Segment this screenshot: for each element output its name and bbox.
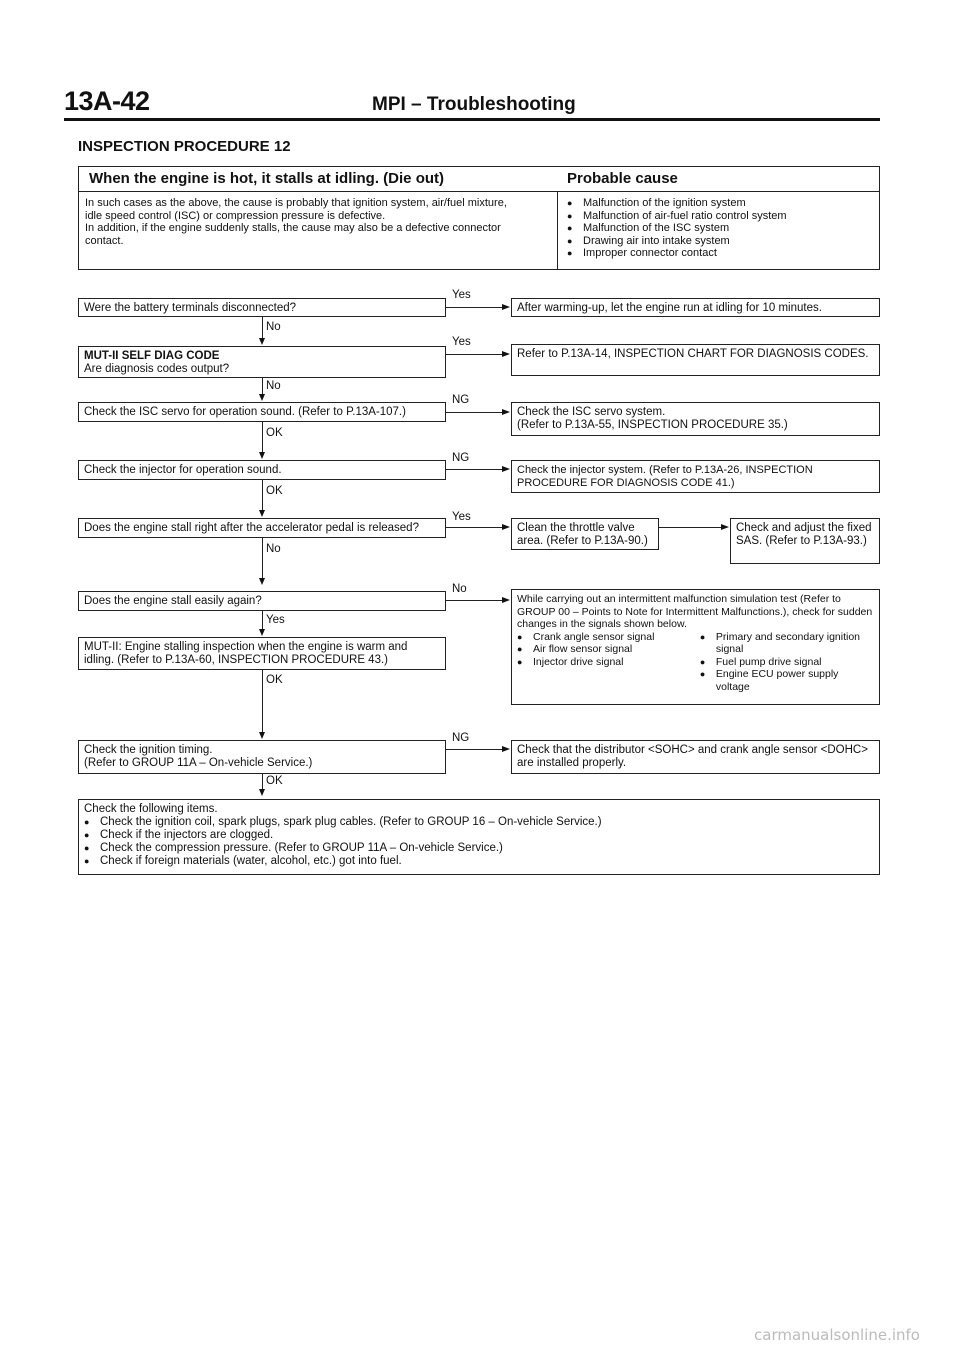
- label-yes: Yes: [452, 511, 471, 523]
- list-item: ● Crank angle sensor signal: [517, 631, 700, 644]
- connector: [659, 527, 721, 528]
- connector: [446, 469, 502, 470]
- list-item: ● Check if foreign materials (water, alcohol, etc.) got into fuel.: [84, 855, 874, 868]
- arrow-right-icon: [502, 524, 510, 530]
- section-title: MPI – Troubleshooting: [372, 94, 576, 115]
- action-intermittent-test: While carrying out an intermittent malfunction simulation test (Refer to GROUP 00 – Points to Note for Intermittent Malfunctions.), check for sudden changes in the signals shown below. ● Crank angle sensor signal ● Air flow sensor signal ● Injector drive signal ● Primary and secondary ignition signal ● Fuel pump drive signal ● Engine ECU power supply voltage: [511, 589, 880, 705]
- connector: [262, 480, 263, 510]
- action-check-distributor: Check that the distributor <SOHC> and crank angle sensor <DOHC> are installed properly.: [511, 740, 880, 774]
- connector: [262, 670, 263, 732]
- arrow-down-icon: [259, 510, 265, 517]
- label-yes: Yes: [452, 289, 471, 301]
- question-battery: Were the battery terminals disconnected?: [78, 298, 446, 317]
- question-mut-stalling: MUT-II: Engine stalling inspection when the engine is warm and idling. (Refer to P.13A-60, INSPECTION PROCEDURE 43.): [78, 637, 446, 670]
- cause-list: [567, 197, 867, 260]
- label-no: No: [266, 380, 281, 392]
- arrow-down-icon: [259, 338, 265, 345]
- list-item: ● Primary and secondary ignition signal: [700, 631, 874, 656]
- question-stall-after-pedal: Does the engine stall right after the accelerator pedal is released?: [78, 518, 446, 538]
- label-ok: OK: [266, 674, 283, 686]
- action-diag-chart: Refer to P.13A-14, INSPECTION CHART FOR DIAGNOSIS CODES.: [511, 344, 880, 376]
- arrow-down-icon: [259, 578, 265, 585]
- connector: [446, 527, 502, 528]
- signal-list-right: [700, 631, 874, 694]
- label-yes: Yes: [266, 614, 285, 626]
- symptom-title: When the engine is hot, it stalls at idling. (Die out): [89, 170, 445, 187]
- connector: [446, 749, 502, 750]
- symptom-header-rule: [79, 191, 879, 192]
- label-ng: NG: [452, 732, 470, 744]
- arrow-down-icon: [259, 629, 265, 636]
- procedure-title: INSPECTION PROCEDURE 12: [78, 138, 291, 155]
- symptom-description: In such cases as the above, the cause is probably that ignition system, air/fuel mixture, idle speed control (ISC) or compression pressure is defective. In addition, if the engine suddenly stalls, the cause may also be a defective connector contact.: [85, 197, 507, 247]
- question-stall-again: Does the engine stall easily again?: [78, 591, 446, 611]
- arrow-right-icon: [502, 466, 510, 472]
- question-ignition-timing: Check the ignition timing. (Refer to GROUP 11A – On-vehicle Service.): [78, 740, 446, 774]
- signal-list-left: [517, 631, 700, 694]
- action-warm-up: After warming-up, let the engine run at idling for 10 minutes.: [511, 298, 880, 317]
- question-diag-codes: MUT-II SELF DIAG CODE Are diagnosis codes output?: [78, 346, 446, 378]
- connector: [446, 354, 502, 355]
- label-ok: OK: [266, 427, 283, 439]
- arrow-right-icon: [502, 304, 510, 310]
- arrow-right-icon: [502, 746, 510, 752]
- connector: [446, 307, 502, 308]
- connector: [262, 538, 263, 578]
- list-item: ● Fuel pump drive signal: [700, 656, 874, 669]
- arrow-down-icon: [259, 732, 265, 739]
- list-item: ● Malfunction of the ISC system: [567, 222, 867, 235]
- action-clean-throttle: Clean the throttle valve area. (Refer to P.13A-90.): [511, 518, 659, 550]
- label-ng: NG: [452, 394, 470, 406]
- list-item: ● Air flow sensor signal: [517, 643, 700, 656]
- action-adjust-sas: Check and adjust the fixed SAS. (Refer to P.13A-93.): [730, 518, 880, 564]
- final-check-items: Check the following items. ● Check the ignition coil, spark plugs, spark plug cables. (Refer to GROUP 16 – On-vehicle Service.) ● Check if the injectors are clogged. ● Check the compression pressure. (Refer to GROUP 11A – On-vehicle Service.) ● Check if foreign materials (water, alcohol, etc.) got into fuel.: [78, 799, 880, 875]
- watermark: carmanualsonline.info: [754, 1326, 920, 1344]
- list-item: ● Improper connector contact: [567, 247, 867, 260]
- label-yes: Yes: [452, 336, 471, 348]
- arrow-right-icon: [502, 409, 510, 415]
- action-isc-system: Check the ISC servo system. (Refer to P.13A-55, INSPECTION PROCEDURE 35.): [511, 402, 880, 436]
- arrow-right-icon: [502, 597, 510, 603]
- label-ok: OK: [266, 775, 283, 787]
- list-item: ● Check the compression pressure. (Refer to GROUP 11A – On-vehicle Service.): [84, 842, 874, 855]
- connector: [262, 774, 263, 790]
- question-isc-servo: Check the ISC servo for operation sound. (Refer to P.13A-107.): [78, 402, 446, 422]
- list-item: ● Engine ECU power supply voltage: [700, 668, 874, 693]
- arrow-right-icon: [502, 351, 510, 357]
- label-no: No: [266, 543, 281, 555]
- action-injector-system: Check the injector system. (Refer to P.13A-26, INSPECTION PROCEDURE FOR DIAGNOSIS CODE 41.): [511, 460, 880, 493]
- arrow-down-icon: [259, 789, 265, 796]
- symptom-table: [78, 166, 880, 270]
- cause-title: Probable cause: [567, 170, 678, 187]
- list-item: ● Drawing air into intake system: [567, 235, 867, 248]
- connector: [446, 600, 502, 601]
- label-no: No: [452, 583, 467, 595]
- list-item: ● Check if the injectors are clogged.: [84, 829, 874, 842]
- list-item: ● Malfunction of the ignition system: [567, 197, 867, 210]
- connector: [262, 611, 263, 629]
- symptom-divider: [557, 191, 558, 269]
- question-injector: Check the injector for operation sound.: [78, 460, 446, 480]
- connector: [446, 412, 502, 413]
- connector: [262, 378, 263, 394]
- header-rule: [64, 118, 880, 121]
- label-ok: OK: [266, 485, 283, 497]
- arrow-down-icon: [259, 394, 265, 401]
- label-ng: NG: [452, 452, 470, 464]
- page-number: 13A-42: [64, 86, 150, 116]
- arrow-down-icon: [259, 452, 265, 459]
- arrow-right-icon: [721, 524, 729, 530]
- list-item: ● Check the ignition coil, spark plugs, spark plug cables. (Refer to GROUP 16 – On-vehicle Service.): [84, 816, 874, 829]
- connector: [262, 422, 263, 452]
- list-item: ● Injector drive signal: [517, 656, 700, 669]
- label-no: No: [266, 321, 281, 333]
- list-item: ● Malfunction of air-fuel ratio control system: [567, 210, 867, 223]
